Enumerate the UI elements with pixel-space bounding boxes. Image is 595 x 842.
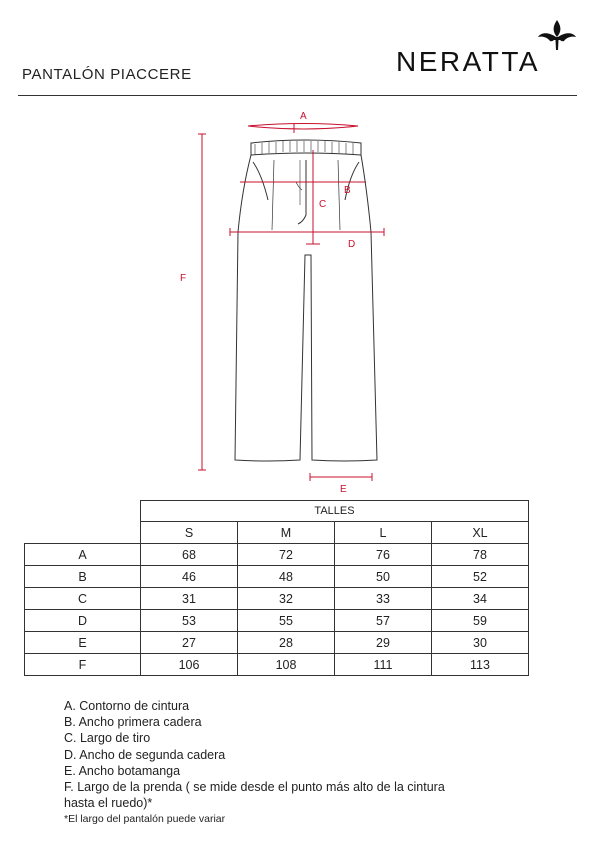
table-row [25,544,529,566]
size-header: XL [432,522,529,544]
table-cell: 106 [141,654,238,676]
row-label: A [25,544,141,566]
table-cell: 78 [432,544,529,566]
note-line: B. Ancho primera cadera [64,715,202,730]
row-label: C [25,588,141,610]
label-e: E [340,484,347,495]
table-cell: 32 [238,588,335,610]
brand-logo-text: NERATTA [396,46,541,77]
table-cell: 27 [141,632,238,654]
table-row [25,610,529,632]
table-cell: 31 [141,588,238,610]
table-cell: 52 [432,566,529,588]
note-line: A. Contorno de cintura [64,699,190,713]
row-label: D [25,610,141,632]
table-row [25,588,529,610]
size-header: M [238,522,335,544]
table-cell: 57 [335,610,432,632]
size-header: L [335,522,432,544]
table-cell: 46 [141,566,238,588]
note-line: C. Largo de tiro [64,731,151,746]
table-cell: 76 [335,544,432,566]
table-cell: 33 [335,588,432,610]
row-label: B [25,566,141,588]
label-d: D [348,239,356,250]
table-cell: 50 [335,566,432,588]
page-title: PANTALÓN PIACCERE [22,66,192,83]
note-line: hasta el ruedo)* [64,796,153,811]
table-cell: 68 [141,544,238,566]
table-row [25,566,529,588]
table-cell: 28 [238,632,335,654]
table-cell: 113 [432,654,529,676]
table-cell: 111 [335,654,432,676]
trouser-outline [235,140,377,461]
table-row [25,632,529,654]
size-header: S [141,522,238,544]
row-label: F [25,654,141,676]
label-c: C [319,199,327,210]
table-cell: 29 [335,632,432,654]
table-cell: 53 [141,610,238,632]
table-cell: 55 [238,610,335,632]
note-line: D. Ancho de segunda cadera [64,747,226,762]
table-row [25,654,529,676]
row-label: E [25,632,141,654]
measurement-notes [64,698,445,828]
table-cell: 48 [238,566,335,588]
label-f: F [180,273,187,284]
measurement-lines [198,124,384,482]
table-cell: 108 [238,654,335,676]
size-table [24,500,529,676]
table-cell: 59 [432,610,529,632]
table-cell: 72 [238,544,335,566]
table-cell: 34 [432,588,529,610]
footnote: *El largo del pantalón puede variar [64,813,226,826]
label-a: A [300,111,307,122]
table-group-header: TALLES [141,501,529,522]
note-line: F. Largo de la prenda ( se mide desde el punto más alto de la cintura [64,780,445,795]
label-b: B [344,185,351,196]
table-cell: 30 [432,632,529,654]
note-line: E. Ancho botamanga [64,763,181,778]
